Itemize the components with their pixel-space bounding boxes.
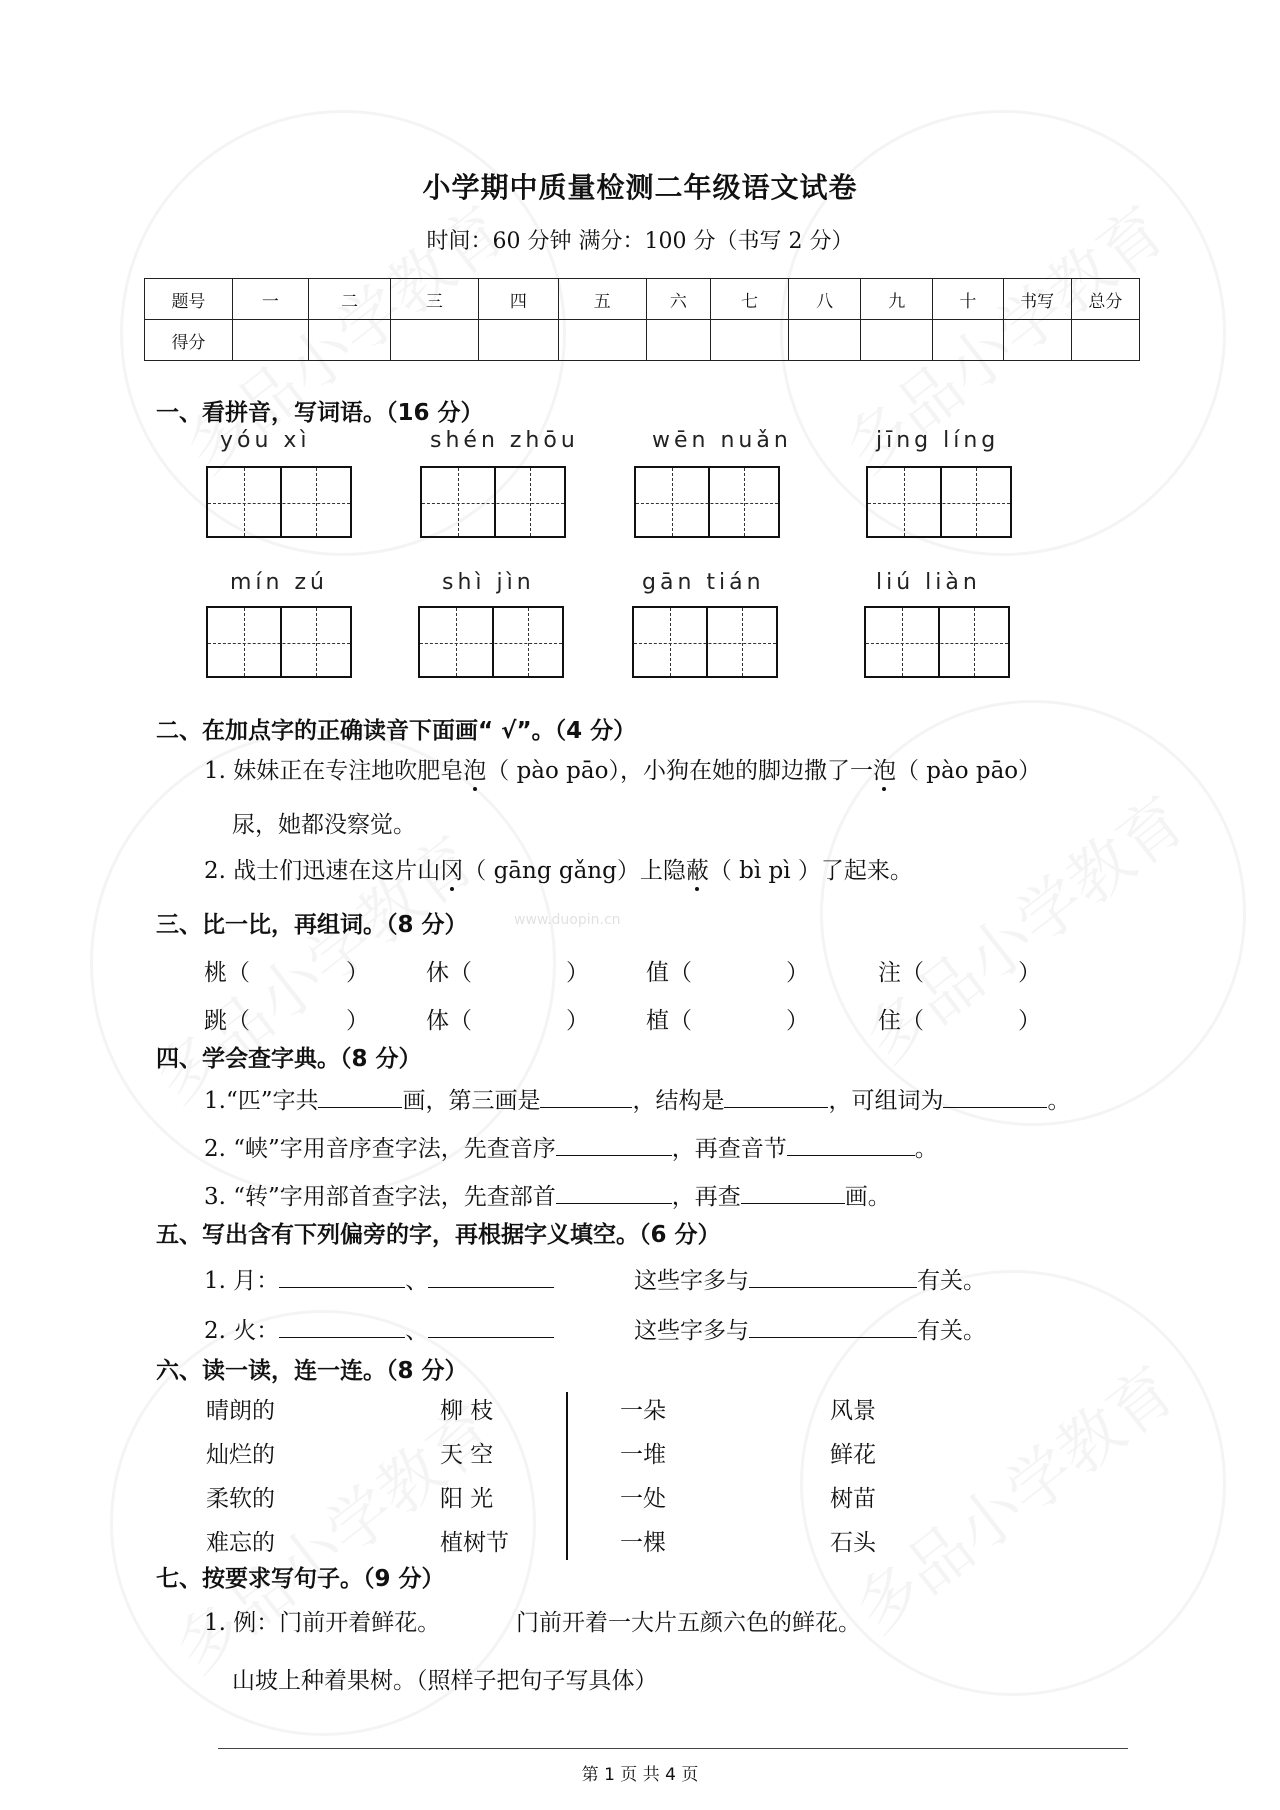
task-sentence: 山坡上种着果树。（照样子把句子写具体） [232, 1668, 658, 1694]
question-text: 。 [914, 1136, 938, 1162]
question-text: （ bì pì ）了起来。 [708, 858, 913, 884]
table-cell: 书写 [1003, 279, 1071, 320]
question-text: 2. “峡”字用音序查字法，先查音序 [204, 1136, 556, 1162]
table-cell: 五 [558, 279, 646, 320]
answer-paren-close: ） [786, 960, 809, 986]
table-cell: 十 [933, 279, 1003, 320]
question-text: ，结构是 [632, 1088, 725, 1114]
table-cell: 一 [232, 279, 308, 320]
score-input-cell[interactable] [558, 320, 646, 361]
match-item[interactable]: 难忘的 [206, 1530, 275, 1556]
score-input-cell[interactable] [232, 320, 308, 361]
answer-blank[interactable] [428, 1263, 554, 1288]
match-item[interactable]: 一朵 [620, 1398, 666, 1424]
question-text: 。 [1047, 1088, 1071, 1114]
pinyin-label: liú liàn [876, 570, 981, 595]
score-input-cell[interactable] [933, 320, 1003, 361]
question-text: 1. 妹妹正在专注地吹肥皂 [204, 758, 464, 784]
compare-item: 桃（ [204, 960, 250, 986]
score-input-cell[interactable] [789, 320, 861, 361]
question-text: 3. “转”字用部首查字法，先查部首 [204, 1184, 556, 1210]
match-item[interactable]: 天 空 [440, 1442, 494, 1468]
question-text: 这些字多与 [634, 1318, 749, 1344]
answer-blank[interactable] [787, 1131, 915, 1156]
compare-item: 植（ [646, 1008, 692, 1034]
answer-blank[interactable] [556, 1179, 672, 1204]
writing-grid[interactable] [206, 606, 352, 678]
dotted-char: 泡 [463, 752, 486, 785]
match-item[interactable]: 一棵 [620, 1530, 666, 1556]
writing-grid[interactable] [866, 466, 1012, 538]
watermark-url: www.duopin.cn [514, 912, 621, 928]
match-item[interactable]: 晴朗的 [206, 1398, 275, 1424]
section-1-title: 一、看拼音，写词语。（16 分） [156, 400, 484, 426]
answer-paren-close: ） [566, 1008, 589, 1034]
section-5-title: 五、写出含有下列偏旁的字，再根据字义填空。（6 分） [156, 1222, 721, 1248]
table-cell: 得分 [145, 320, 233, 361]
answer-blank[interactable] [724, 1083, 828, 1108]
table-cell: 三 [390, 279, 478, 320]
score-input-cell[interactable] [1003, 320, 1071, 361]
dotted-char: 泡 [873, 752, 896, 785]
compare-item: 休（ [426, 960, 472, 986]
writing-grid[interactable] [632, 606, 778, 678]
table-cell: 四 [478, 279, 558, 320]
question-4-2 [204, 1130, 938, 1163]
question-4-1 [204, 1082, 1070, 1115]
writing-grid[interactable] [418, 606, 564, 678]
section-3-title: 三、比一比，再组词。（8 分） [156, 912, 468, 938]
question-text: 2. 战士们迅速在这片山 [204, 858, 441, 884]
answer-paren-close: ） [346, 1008, 369, 1034]
question-text: ，再查音节 [671, 1136, 787, 1162]
writing-grid[interactable] [206, 466, 352, 538]
score-input-cell[interactable] [711, 320, 789, 361]
table-cell: 八 [789, 279, 861, 320]
answer-blank[interactable] [279, 1313, 405, 1338]
question-text: 尿，她都没察觉。 [232, 812, 416, 838]
answer-blank[interactable] [540, 1083, 632, 1108]
match-item[interactable]: 风景 [830, 1398, 876, 1424]
question-5-1 [204, 1262, 554, 1295]
question-text: （ pào pāo），小狗在她的脚边撒了一 [486, 758, 873, 784]
question-4-3 [204, 1178, 891, 1211]
page-number: 第 1 页 共 4 页 [581, 1765, 699, 1785]
section-4-title: 四、学会查字典。（8 分） [156, 1046, 422, 1072]
match-item[interactable]: 石头 [830, 1530, 876, 1556]
pinyin-label: mín zú [230, 570, 328, 595]
match-item[interactable]: 阳 光 [440, 1486, 494, 1512]
match-item[interactable]: 植树节 [440, 1530, 509, 1556]
writing-grid[interactable] [420, 466, 566, 538]
dotted-char: 蔽 [686, 852, 709, 885]
pinyin-label: gān tián [642, 570, 765, 595]
question-2-1 [204, 752, 1041, 785]
answer-paren-close: ） [346, 960, 369, 986]
question-text: 1. 月： [204, 1268, 280, 1294]
score-input-cell[interactable] [308, 320, 390, 361]
match-item[interactable]: 一堆 [620, 1442, 666, 1468]
compare-item: 体（ [426, 1008, 472, 1034]
question-text: 有关。 [917, 1318, 986, 1344]
match-item[interactable]: 柔软的 [206, 1486, 275, 1512]
answer-blank[interactable] [279, 1263, 405, 1288]
question-5-2 [204, 1312, 554, 1345]
match-item[interactable]: 树苗 [830, 1486, 876, 1512]
section-2-title: 二、在加点字的正确读音下面画“ √”。（4 分） [156, 718, 637, 744]
table-cell: 九 [861, 279, 933, 320]
answer-paren-close: ） [1018, 1008, 1041, 1034]
pinyin-label: shì jìn [442, 570, 535, 595]
score-input-cell[interactable] [1071, 320, 1139, 361]
score-table [144, 278, 1140, 361]
question-5-2-hint [634, 1312, 986, 1345]
question-text: （ pào pāo） [895, 758, 1042, 784]
answer-blank[interactable] [556, 1131, 672, 1156]
compare-item: 注（ [878, 960, 924, 986]
writing-grid[interactable] [634, 466, 780, 538]
answer-paren-close: ） [1018, 960, 1041, 986]
answer-blank[interactable] [943, 1083, 1047, 1108]
question-text: （ gāng gǎng）上隐 [463, 858, 686, 884]
answer-blank[interactable] [749, 1263, 917, 1288]
match-item[interactable]: 柳 枝 [440, 1398, 494, 1424]
question-text: ，可组词为 [828, 1088, 944, 1114]
separator: 、 [405, 1268, 429, 1294]
question-2-2 [204, 852, 913, 885]
exam-info: 时间：60 分钟 满分：100 分（书写 2 分） [426, 229, 854, 254]
compare-item: 跳（ [204, 1008, 250, 1034]
pinyin-label: jīng líng [876, 428, 1000, 453]
score-input-cell[interactable] [390, 320, 478, 361]
score-input-cell[interactable] [861, 320, 933, 361]
table-cell: 题号 [145, 279, 233, 320]
match-item[interactable]: 鲜花 [830, 1442, 876, 1468]
writing-grid[interactable] [864, 606, 1010, 678]
score-input-cell[interactable] [646, 320, 710, 361]
score-table-score-row [145, 320, 1140, 361]
question-text: 2. 火： [204, 1318, 280, 1344]
pinyin-label: wēn nuǎn [652, 428, 792, 453]
table-cell: 总分 [1071, 279, 1139, 320]
compare-item: 住（ [878, 1008, 924, 1034]
separator: 、 [405, 1318, 429, 1344]
question-text: 1.“匹”字共 [204, 1088, 319, 1114]
pinyin-label: shén zhōu [430, 428, 579, 453]
table-cell: 六 [646, 279, 710, 320]
dotted-char: 冈 [440, 852, 463, 885]
score-input-cell[interactable] [478, 320, 558, 361]
answer-paren-close: ） [566, 960, 589, 986]
section-6-title: 六、读一读，连一连。（8 分） [156, 1358, 468, 1384]
question-text: 画，第三画是 [402, 1088, 541, 1114]
answer-blank[interactable] [749, 1313, 917, 1338]
answer-paren-close: ） [786, 1008, 809, 1034]
table-cell: 七 [711, 279, 789, 320]
match-item[interactable]: 一处 [620, 1486, 666, 1512]
answer-blank[interactable] [428, 1313, 554, 1338]
page-title: 小学期中质量检测二年级语文试卷 [422, 171, 858, 204]
question-5-1-hint [634, 1262, 986, 1295]
question-text: 有关。 [917, 1268, 986, 1294]
table-cell: 二 [308, 279, 390, 320]
footer-divider [218, 1748, 1128, 1749]
example-sentence: 1. 例：门前开着鲜花。 [204, 1610, 441, 1636]
section-7-title: 七、按要求写句子。（9 分） [156, 1566, 445, 1592]
compare-item: 值（ [646, 960, 692, 986]
score-table-header-row [145, 279, 1140, 320]
pinyin-label: yóu xì [220, 428, 311, 453]
example-answer: 门前开着一大片五颜六色的鲜花。 [516, 1610, 861, 1636]
question-text: 这些字多与 [634, 1268, 749, 1294]
answer-blank[interactable] [741, 1179, 845, 1204]
answer-blank[interactable] [318, 1083, 402, 1108]
question-text: ，再查 [671, 1184, 741, 1210]
question-text: 画。 [844, 1184, 891, 1210]
match-item[interactable]: 灿烂的 [206, 1442, 275, 1468]
divider-line [566, 1392, 568, 1560]
